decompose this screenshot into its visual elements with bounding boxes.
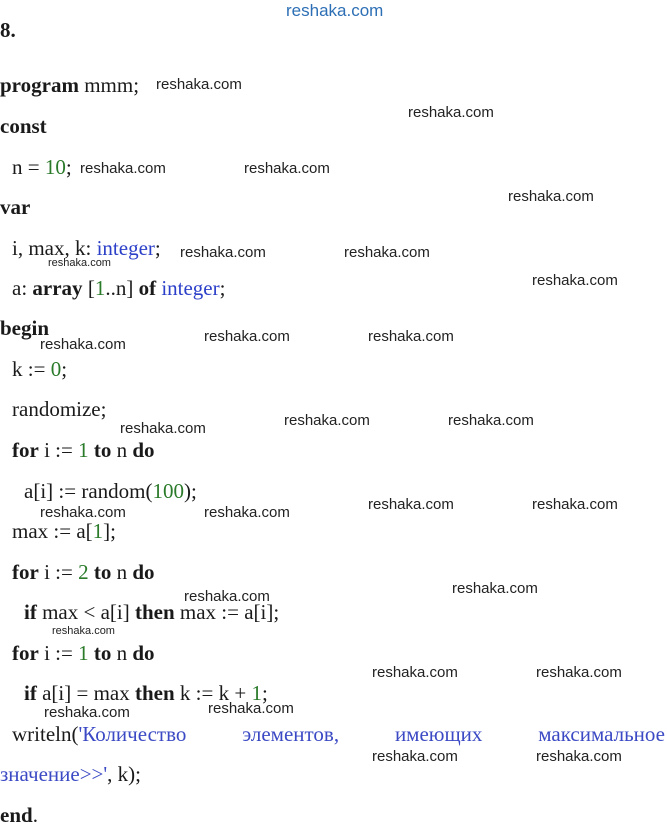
- code-line-k-init: k := 0;: [12, 357, 68, 381]
- watermark: reshaka.com: [48, 257, 111, 269]
- code-line-array: a: array [1..n] of integer;: [12, 276, 226, 300]
- watermark: reshaka.com: [532, 272, 618, 289]
- watermark: reshaka.com: [184, 588, 270, 605]
- code-line-vars: i, max, k: integer;: [12, 236, 161, 260]
- watermark: reshaka.com: [408, 104, 494, 121]
- code-line-var: var: [0, 195, 31, 219]
- watermark: reshaka.com: [40, 504, 126, 521]
- code-line-program: program mmm;: [0, 73, 140, 97]
- watermark: reshaka.com: [368, 328, 454, 345]
- code-line-randomize: randomize;: [12, 397, 107, 421]
- site-watermark-header: reshaka.com: [286, 1, 384, 20]
- code-line-n: n = 10;: [12, 155, 72, 179]
- watermark: reshaka.com: [508, 188, 594, 205]
- watermark: reshaka.com: [80, 160, 166, 177]
- watermark: reshaka.com: [40, 336, 126, 353]
- watermark: reshaka.com: [448, 412, 534, 429]
- watermark: reshaka.com: [372, 748, 458, 765]
- code-line-end: end.: [0, 803, 38, 827]
- watermark: reshaka.com: [372, 664, 458, 681]
- watermark: reshaka.com: [284, 412, 370, 429]
- code-line-writeln: writeln('Количество элементов, имеющих максимальное: [12, 722, 665, 746]
- task-number: 8.: [0, 18, 16, 42]
- watermark: reshaka.com: [208, 700, 294, 717]
- code-line-writeln-cont: значение>>', k);: [0, 762, 141, 786]
- watermark: reshaka.com: [452, 580, 538, 597]
- code-line-if-count: if a[i] = max then k := k + 1;: [24, 681, 268, 705]
- watermark: reshaka.com: [180, 244, 266, 261]
- watermark: reshaka.com: [204, 328, 290, 345]
- watermark: reshaka.com: [204, 504, 290, 521]
- watermark: reshaka.com: [344, 244, 430, 261]
- code-line-for-2: for i := 2 to n do: [12, 560, 155, 584]
- code-line-max-init: max := a[1];: [12, 519, 116, 543]
- code-line-for-3: for i := 1 to n do: [12, 641, 155, 665]
- code-line-random-fill: a[i] := random(100);: [24, 479, 197, 503]
- code-line-for-1: for i := 1 to n do: [12, 438, 155, 462]
- watermark: reshaka.com: [244, 160, 330, 177]
- code-line-const: const: [0, 114, 47, 138]
- code-line-begin: begin: [0, 316, 50, 340]
- watermark: reshaka.com: [156, 76, 242, 93]
- watermark: reshaka.com: [368, 496, 454, 513]
- watermark: reshaka.com: [44, 704, 130, 721]
- watermark: reshaka.com: [52, 625, 115, 637]
- watermark: reshaka.com: [536, 664, 622, 681]
- watermark: reshaka.com: [536, 748, 622, 765]
- watermark: reshaka.com: [120, 420, 206, 437]
- watermark: reshaka.com: [532, 496, 618, 513]
- code-line-if-max: if max < a[i] then max := a[i];: [24, 600, 280, 624]
